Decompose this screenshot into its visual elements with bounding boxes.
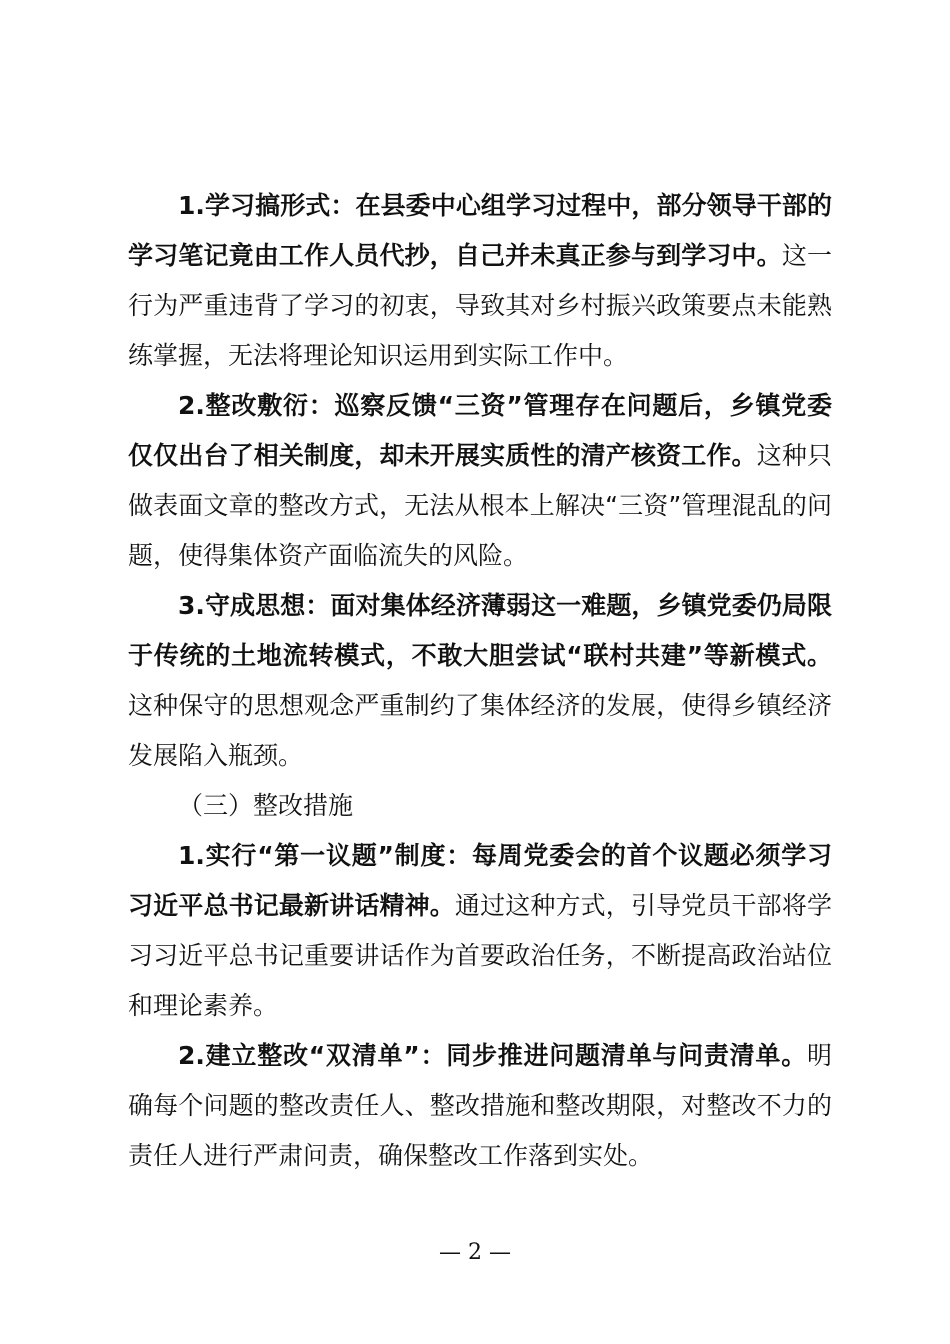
- problem-3-text: 这种保守的思想观念严重制约了集体经济的发展，使得乡镇经济发展陷入瓶颈。: [128, 691, 832, 770]
- problem-3-heading: 3.守成思想：面对集体经济薄弱这一难题，乡镇党委仍局限于传统的土地流转模式，不敢大胆尝试“联村共建”等新模式。: [128, 591, 832, 670]
- problem-1-heading: 1.学习搞形式：在县委中心组学习过程中，部分领导干部的学习笔记竟由工作人员代抄，自己并未真正参与到学习中。: [128, 191, 832, 270]
- measure-2-text: 明确每个问题的整改责任人、整改措施和整改期限，对整改不力的责任人进行严肃问责，确保整改工作落到实处。: [128, 1041, 832, 1170]
- problem-paragraph-1: [128, 181, 832, 381]
- page-number: — 2 —: [439, 1240, 511, 1265]
- problem-1-text: 这一行为严重违背了学习的初衷，导致其对乡村振兴政策要点未能熟练掌握，无法将理论知识运用到实际工作中。: [128, 241, 832, 370]
- problem-paragraph-3: [128, 581, 832, 781]
- measure-2-heading: 2.建立整改“双清单”：同步推进问题清单与问责清单。: [178, 1041, 807, 1070]
- problem-2-text: 这种只做表面文章的整改方式，无法从根本上解决“三资”管理混乱的问题，使得集体资产面临流失的风险。: [128, 441, 832, 570]
- problem-2-heading: 2.整改敷衍：巡察反馈“三资”管理存在问题后，乡镇党委仅仅出台了相关制度，却未开展实质性的清产核资工作。: [128, 391, 832, 470]
- measure-paragraph-1: [128, 831, 832, 1031]
- document-body: [128, 181, 832, 1181]
- measure-paragraph-2: [128, 1031, 832, 1181]
- measure-1-text: 通过这种方式，引导党员干部将学习习近平总书记重要讲话作为首要政治任务，不断提高政治站位和理论素养。: [128, 891, 832, 1020]
- problem-paragraph-2: [128, 381, 832, 581]
- measure-1-heading: 1.实行“第一议题”制度：每周党委会的首个议题必须学习习近平总书记最新讲话精神。: [128, 841, 832, 920]
- section-heading: （三）整改措施: [178, 791, 354, 820]
